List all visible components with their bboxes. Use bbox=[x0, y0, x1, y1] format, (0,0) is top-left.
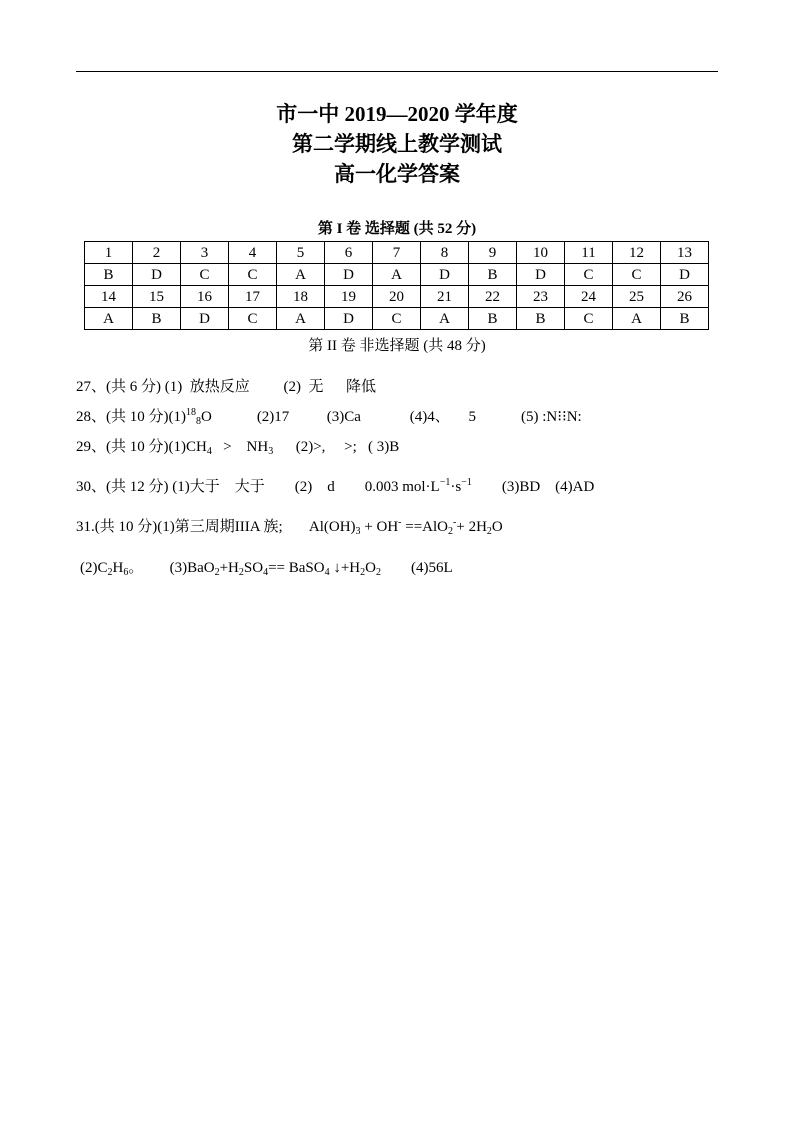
answer-letter-cell: D bbox=[181, 308, 229, 330]
question-number-cell: 5 bbox=[277, 242, 325, 264]
answer-q30: 30、(共 12 分) (1)大于 大于 (2) d 0.003 $mol\cdot L^{-1}\cdot s^{-1}$ (3)BD (4)AD bbox=[76, 477, 595, 495]
answer-letter-row bbox=[85, 264, 709, 286]
answer-letter-cell: C bbox=[613, 264, 661, 286]
answer-letter-cell: B bbox=[517, 308, 565, 330]
answer-letter-cell: A bbox=[277, 264, 325, 286]
question-number-cell: 19 bbox=[325, 286, 373, 308]
answer-letter-cell: D bbox=[421, 264, 469, 286]
answer-letter-cell: B bbox=[661, 308, 709, 330]
answer-letter-cell: C bbox=[565, 264, 613, 286]
question-number-cell: 25 bbox=[613, 286, 661, 308]
question-number-cell: 11 bbox=[565, 242, 613, 264]
question-number-cell: 8 bbox=[421, 242, 469, 264]
question-number-cell: 23 bbox=[517, 286, 565, 308]
answer-letter-cell: D bbox=[661, 264, 709, 286]
answer-letter-row bbox=[85, 308, 709, 330]
question-number-cell: 14 bbox=[85, 286, 133, 308]
answer-letter-cell: C bbox=[181, 264, 229, 286]
question-number-cell: 18 bbox=[277, 286, 325, 308]
question-number-cell: 26 bbox=[661, 286, 709, 308]
question-number-cell: 13 bbox=[661, 242, 709, 264]
answer-letter-cell: C bbox=[565, 308, 613, 330]
section2-title: 第 II 卷 非选择题 (共 48 分) bbox=[308, 338, 486, 354]
answer-letter-cell: A bbox=[85, 308, 133, 330]
answer-letter-cell: D bbox=[325, 264, 373, 286]
answer-letter-cell: C bbox=[229, 264, 277, 286]
header-school-year: 市一中 2019—2020 学年度 bbox=[276, 102, 518, 126]
answer-letter-cell: D bbox=[325, 308, 373, 330]
question-number-cell: 21 bbox=[421, 286, 469, 308]
answer-q31-part2: $(2)C_2H_6$。 $(3)BaO_2+H_2SO_4==$ BaSO$_4$ $↓+H_2O_2$ (4)56L bbox=[80, 560, 453, 578]
answer-q27: 27、(共 6 分) (1) 放热反应 (2) 无 降低 bbox=[76, 379, 376, 395]
question-number-cell: 3 bbox=[181, 242, 229, 264]
question-number-row bbox=[85, 286, 709, 308]
question-number-cell: 6 bbox=[325, 242, 373, 264]
question-number-cell: 1 bbox=[85, 242, 133, 264]
question-number-cell: 4 bbox=[229, 242, 277, 264]
answer-letter-cell: B bbox=[469, 264, 517, 286]
question-number-cell: 24 bbox=[565, 286, 613, 308]
answer-letter-cell: B bbox=[469, 308, 517, 330]
section1-title: 第 I 卷 选择题 (共 52 分) bbox=[317, 221, 477, 237]
answer-letter-cell: A bbox=[421, 308, 469, 330]
answer-letter-cell: C bbox=[373, 308, 421, 330]
top-rule bbox=[76, 71, 718, 72]
answer-letter-cell: D bbox=[133, 264, 181, 286]
question-number-cell: 22 bbox=[469, 286, 517, 308]
header-answer-key: 高一化学答案 bbox=[334, 162, 460, 186]
answer-q29: 29、(共 10 分)$(1)CH_4$ > $NH_3$ (2)>, >; ( 3)B bbox=[76, 439, 400, 457]
question-number-cell: 10 bbox=[517, 242, 565, 264]
answer-letter-cell: A bbox=[373, 264, 421, 286]
question-number-cell: 12 bbox=[613, 242, 661, 264]
question-number-cell: 17 bbox=[229, 286, 277, 308]
answer-q31-part1: 31.(共 10 分)(1)第三周期IIIA 族; $Al(OH)_3 + OH^- ==AlO_2^-+ 2H_2O$ bbox=[76, 517, 503, 537]
question-number-cell: 7 bbox=[373, 242, 421, 264]
question-number-cell: 15 bbox=[133, 286, 181, 308]
question-number-cell: 20 bbox=[373, 286, 421, 308]
question-number-row bbox=[85, 242, 709, 264]
answer-letter-cell: B bbox=[85, 264, 133, 286]
header-exam-name: 第二学期线上教学测试 bbox=[292, 132, 502, 156]
answer-letter-cell: C bbox=[229, 308, 277, 330]
question-number-cell: 16 bbox=[181, 286, 229, 308]
question-number-cell: 2 bbox=[133, 242, 181, 264]
answer-letter-cell: B bbox=[133, 308, 181, 330]
answer-q28: 28、(共 10 分)$(1)^{18}_8O$ (2)17 (3)Ca (4)4、 5 (5) :N⁝⁝N: bbox=[76, 407, 582, 427]
answer-letter-cell: D bbox=[517, 264, 565, 286]
answer-table bbox=[84, 241, 709, 330]
question-number-cell: 9 bbox=[469, 242, 517, 264]
answer-letter-cell: A bbox=[613, 308, 661, 330]
answer-letter-cell: A bbox=[277, 308, 325, 330]
